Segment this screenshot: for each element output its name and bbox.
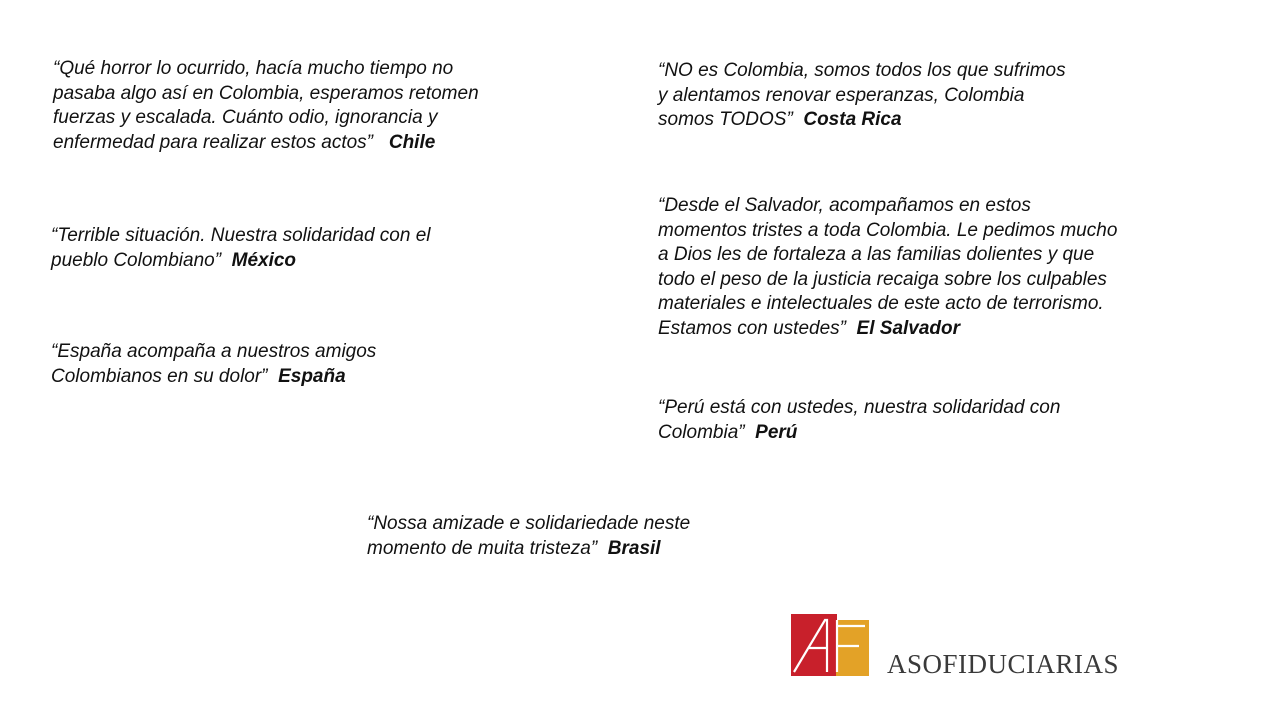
quote-line-last <box>658 108 1066 133</box>
country-label-costa-rica: Costa Rica <box>803 109 902 130</box>
quote-line-last <box>51 249 431 274</box>
quote-peru <box>658 396 1060 445</box>
quote-line: momentos tristes a toda Colombia. Le pedimos mucho <box>658 219 1118 241</box>
quote-line: “España acompaña a nuestros amigos <box>51 341 377 362</box>
quote-line: “Perú está con ustedes, nuestra solidaridad con <box>658 397 1061 418</box>
quote-line: pasaba algo así en Colombia, esperamos retomen <box>53 82 479 104</box>
quote-line-last <box>658 317 1117 342</box>
country-label-brasil: Brasil <box>607 537 661 559</box>
quote-text: somos TODOS” <box>658 109 793 130</box>
quote-text: Colombia” <box>658 421 745 443</box>
quote-line: todo el peso de la justicia recaiga sobre los culpables <box>658 268 1107 290</box>
quote-text: pueblo Colombiano” <box>51 249 222 271</box>
quote-line: a Dios les de fortaleza a las familias dolientes y que <box>658 244 1095 265</box>
logo-mark-icon <box>791 614 869 676</box>
country-label-el-salvador: El Salvador <box>856 317 961 339</box>
quote-line: materiales e intelectuales de este acto de terrorismo. <box>658 293 1104 314</box>
quote-line: “Terrible situación. Nuestra solidaridad con el <box>51 225 431 246</box>
quote-espana <box>51 340 376 389</box>
quote-text: Estamos con ustedes” <box>658 317 846 339</box>
quote-line-last <box>51 365 376 390</box>
quote-el-salvador <box>658 194 1117 341</box>
quote-text: Colombianos en su dolor” <box>51 365 268 387</box>
quote-line-last <box>53 131 479 156</box>
quote-line: fuerzas y escalada. Cuánto odio, ignorancia y <box>53 107 438 128</box>
quote-brasil <box>367 512 690 561</box>
country-label-chile: Chile <box>388 131 436 153</box>
quote-line: “Desde el Salvador, acompañamos en estos <box>658 195 1031 216</box>
quote-costa-rica <box>658 59 1066 133</box>
quote-text: enfermedad para realizar estos actos” <box>53 131 373 153</box>
logo-wordmark: ASOFIDUCIARIAS <box>887 649 1120 679</box>
quote-line: “Nossa amizade e solidariedade neste <box>367 513 691 534</box>
country-label-espana: España <box>278 365 346 387</box>
quote-text: momento de muita tristeza” <box>367 537 598 559</box>
quote-line-last <box>367 537 690 562</box>
asofiduciarias-logo <box>791 614 1120 679</box>
country-label-mexico: México <box>231 249 297 271</box>
quote-mexico <box>51 224 431 273</box>
quote-line: “NO es Colombia, somos todos los que sufrimos <box>658 60 1066 81</box>
quote-line: y alentamos renovar esperanzas, Colombia <box>658 84 1025 106</box>
quote-line-last <box>658 421 1060 446</box>
quote-chile <box>53 57 479 155</box>
country-label-peru: Perú <box>755 421 798 443</box>
quote-line: “Qué horror lo ocurrido, hacía mucho tiempo no <box>53 58 454 79</box>
logo-af-glyph-icon <box>791 614 869 676</box>
